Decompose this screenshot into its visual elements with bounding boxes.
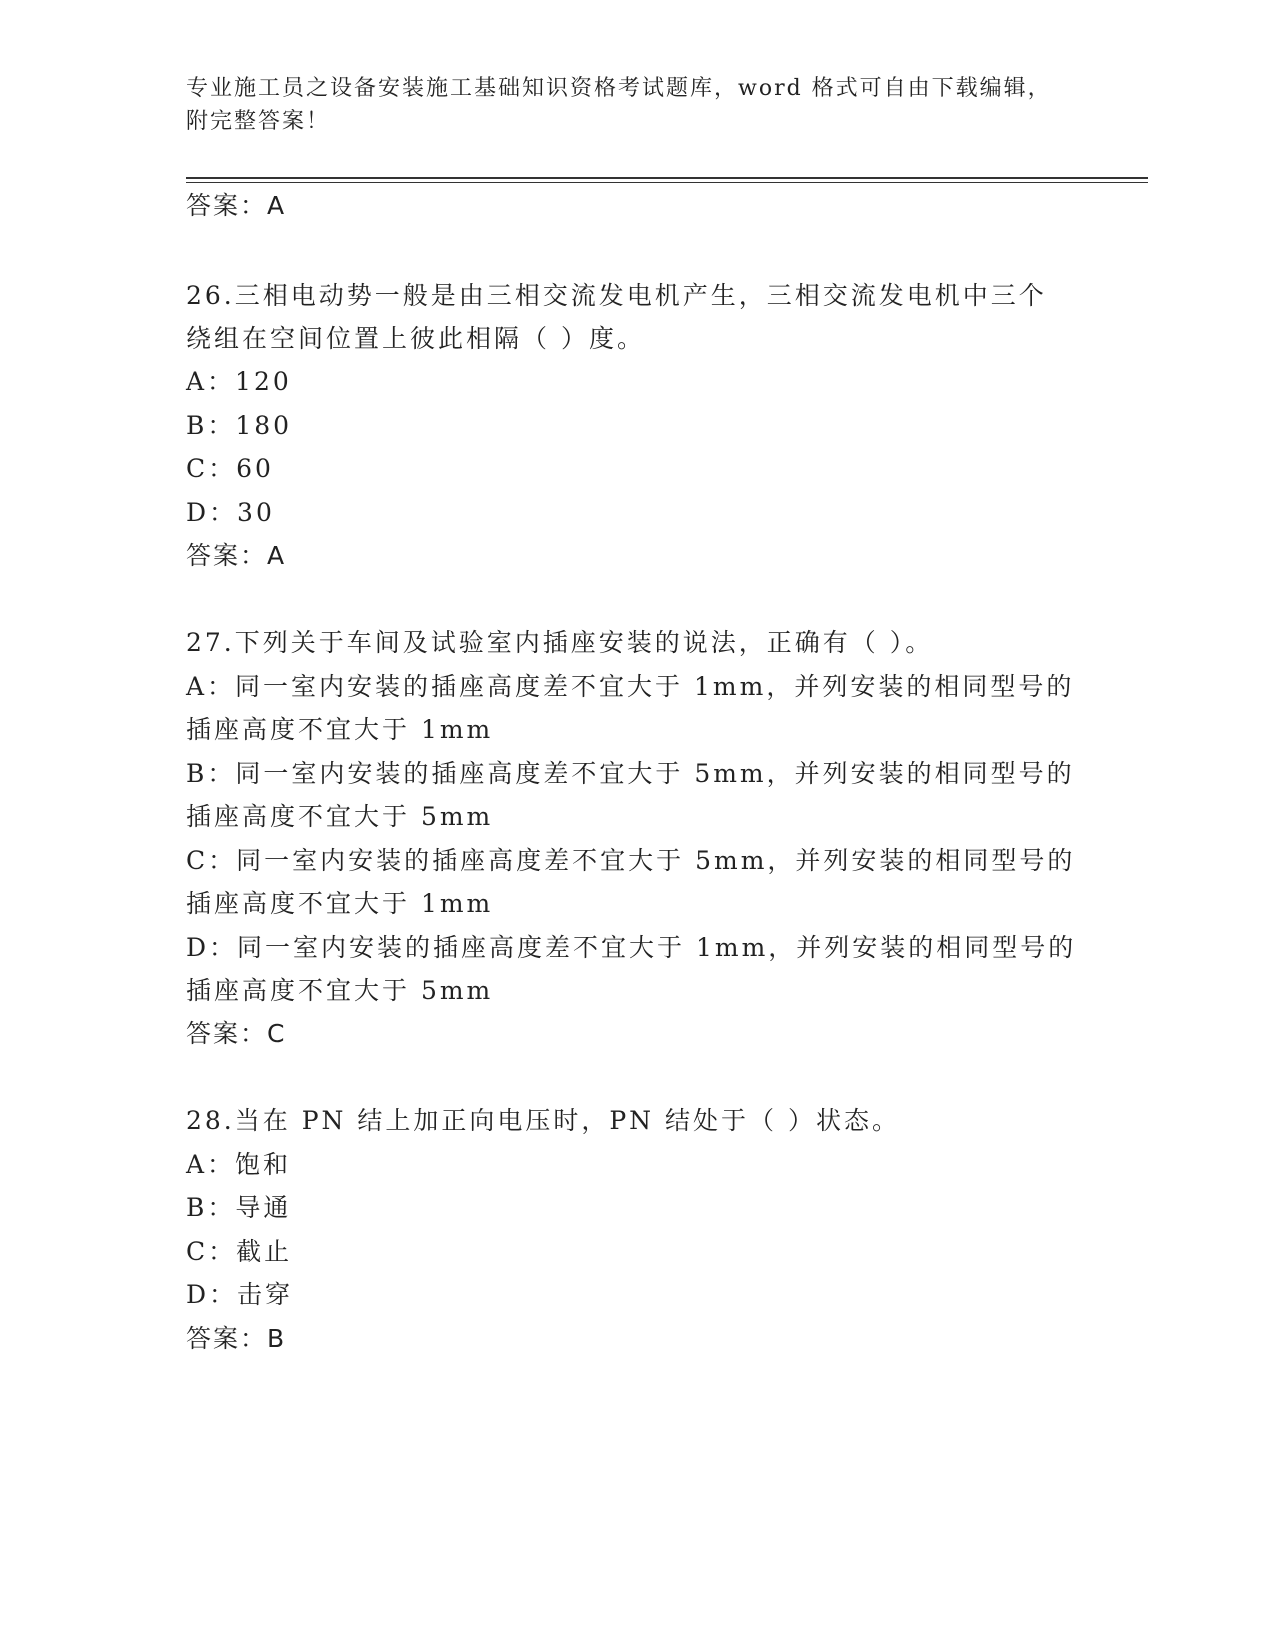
question-stem-line-1: 26.三相电动势一般是由三相交流发电机产生，三相交流发电机中三个 [186,281,1047,310]
option-c-line-1: C：同一室内安装的插座高度差不宜大于 5mm，并列安装的相同型号的 [186,846,1076,875]
option-b-line-1: B：同一室内安装的插座高度差不宜大于 5mm，并列安装的相同型号的 [186,759,1075,788]
option-d-line-1: D：同一室内安装的插座高度差不宜大于 1mm，并列安装的相同型号的 [186,933,1077,962]
header-divider-thin [186,182,1148,183]
option-d: D：30 [186,498,275,527]
option-c-line-2: 插座高度不宜大于 1mm [186,889,494,918]
option-a-line-1: A：同一室内安装的插座高度差不宜大于 1mm，并列安装的相同型号的 [186,672,1075,701]
option-c: C：截止 [186,1237,293,1266]
option-b: B：180 [186,411,293,440]
previous-answer: 答案：A [186,191,287,220]
option-d-line-2: 插座高度不宜大于 5mm [186,976,494,1005]
option-a: A：120 [186,367,292,396]
answer: 答案：C [186,1019,287,1048]
header-line-2: 附完整答案！ [186,109,331,134]
question-stem-line-2: 绕组在空间位置上彼此相隔（ ）度。 [186,324,645,353]
option-b-line-2: 插座高度不宜大于 5mm [186,802,494,831]
answer: 答案：A [186,541,287,570]
answer: 答案：B [186,1324,287,1353]
option-c: C：60 [186,454,274,483]
header-divider-thick [186,177,1148,179]
document-header [186,72,1066,138]
option-b: B：导通 [186,1193,292,1222]
option-a: A：饱和 [186,1150,292,1179]
question-stem: 28.当在 PN 结上加正向电压时，PN 结处于（ ）状态。 [186,1106,900,1135]
option-a-line-2: 插座高度不宜大于 1mm [186,715,494,744]
question-stem: 27.下列关于车间及试验室内插座安装的说法，正确有（ ）。 [186,628,934,657]
option-d: D：击穿 [186,1280,294,1309]
header-line-1: 专业施工员之设备安装施工基础知识资格考试题库，word 格式可自由下载编辑， [186,76,1052,101]
